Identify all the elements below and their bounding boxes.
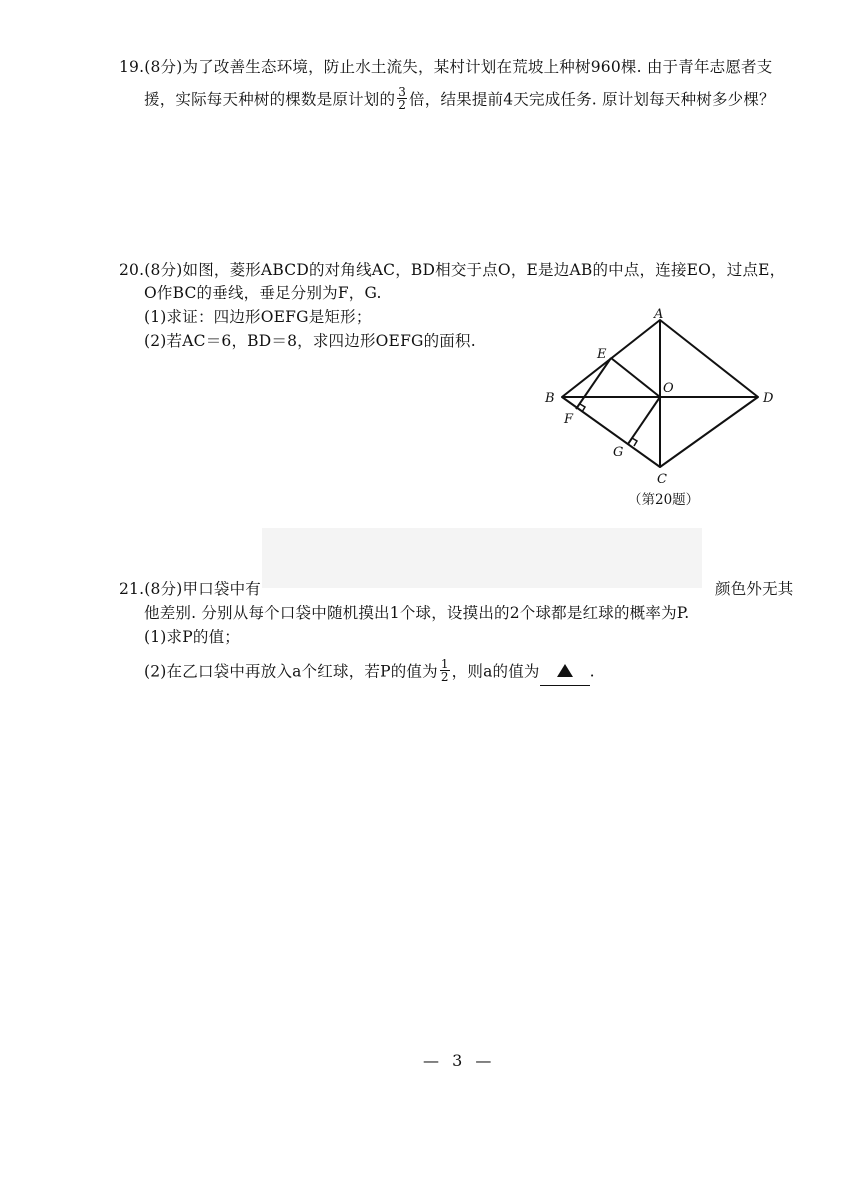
q21-part2 [144, 657, 595, 685]
q20-part1: (1)求证：四边形OEFG是矩形； [144, 308, 372, 326]
label-c: C [657, 472, 667, 487]
q19-frac-numerator: 3 [398, 85, 407, 99]
q19-frac-denominator: 2 [398, 98, 407, 112]
q21-line1-post: 颜色外无其 [715, 580, 794, 598]
q19-line2-post: 倍，结果提前4天完成任务. 原计划每天种树多少棵？ [409, 90, 775, 109]
segment-ef [576, 358, 611, 409]
label-d: D [763, 391, 774, 406]
q19-line2 [144, 85, 775, 113]
q20-part2: (2)若AC＝6，BD＝8，求四边形OEFG的面积. [144, 332, 476, 350]
q21-part1: (1)求P的值； [144, 628, 240, 646]
q19-line2-pre: 援，实际每天种树的棵数是原计划的 [144, 90, 396, 109]
q21-frac-denominator: 2 [440, 670, 449, 684]
right-angle-g [632, 438, 637, 446]
label-o: O [663, 381, 674, 396]
triangle-icon [557, 664, 573, 677]
label-g: G [613, 445, 624, 460]
segment-og [628, 397, 660, 444]
q21-line1-pre: 21.(8分)甲口袋中有 [119, 580, 262, 598]
answer-blank [540, 663, 590, 686]
q20-line2: O作BC的垂线，垂足分别为F，G. [144, 284, 382, 302]
label-e: E [597, 347, 607, 362]
rhombus-figure [530, 300, 790, 490]
q19-fraction [397, 86, 407, 111]
label-a: A [654, 307, 664, 322]
redacted-area [262, 528, 702, 588]
label-b: B [545, 391, 555, 406]
label-f: F [564, 412, 574, 427]
q21-frac-numerator: 1 [440, 657, 449, 671]
figure-caption: （第20题） [628, 492, 700, 508]
q21-fraction [440, 658, 450, 683]
segment-eo [611, 358, 660, 397]
q21-part2-mid: ，则a的值为 [451, 662, 540, 681]
q21-part2-pre: (2)在乙口袋中再放入a个红球，若P的值为 [144, 662, 438, 681]
q21-line2: 他差别. 分别从每个口袋中随机摸出1个球，设摸出的2个球都是红球的概率为P. [144, 604, 690, 622]
q20-line1: 20.(8分)如图，菱形ABCD的对角线AC，BD相交于点O，E是边AB的中点，连接EO，过点E， [119, 261, 786, 279]
page-number: — 3 — [423, 1051, 496, 1070]
q19-line1: 19.(8分)为了改善生态环境，防止水土流失，某村计划在荒坡上种树960棵. 由于青年志愿者支 [119, 58, 773, 76]
q21-part2-end: . [589, 662, 595, 681]
